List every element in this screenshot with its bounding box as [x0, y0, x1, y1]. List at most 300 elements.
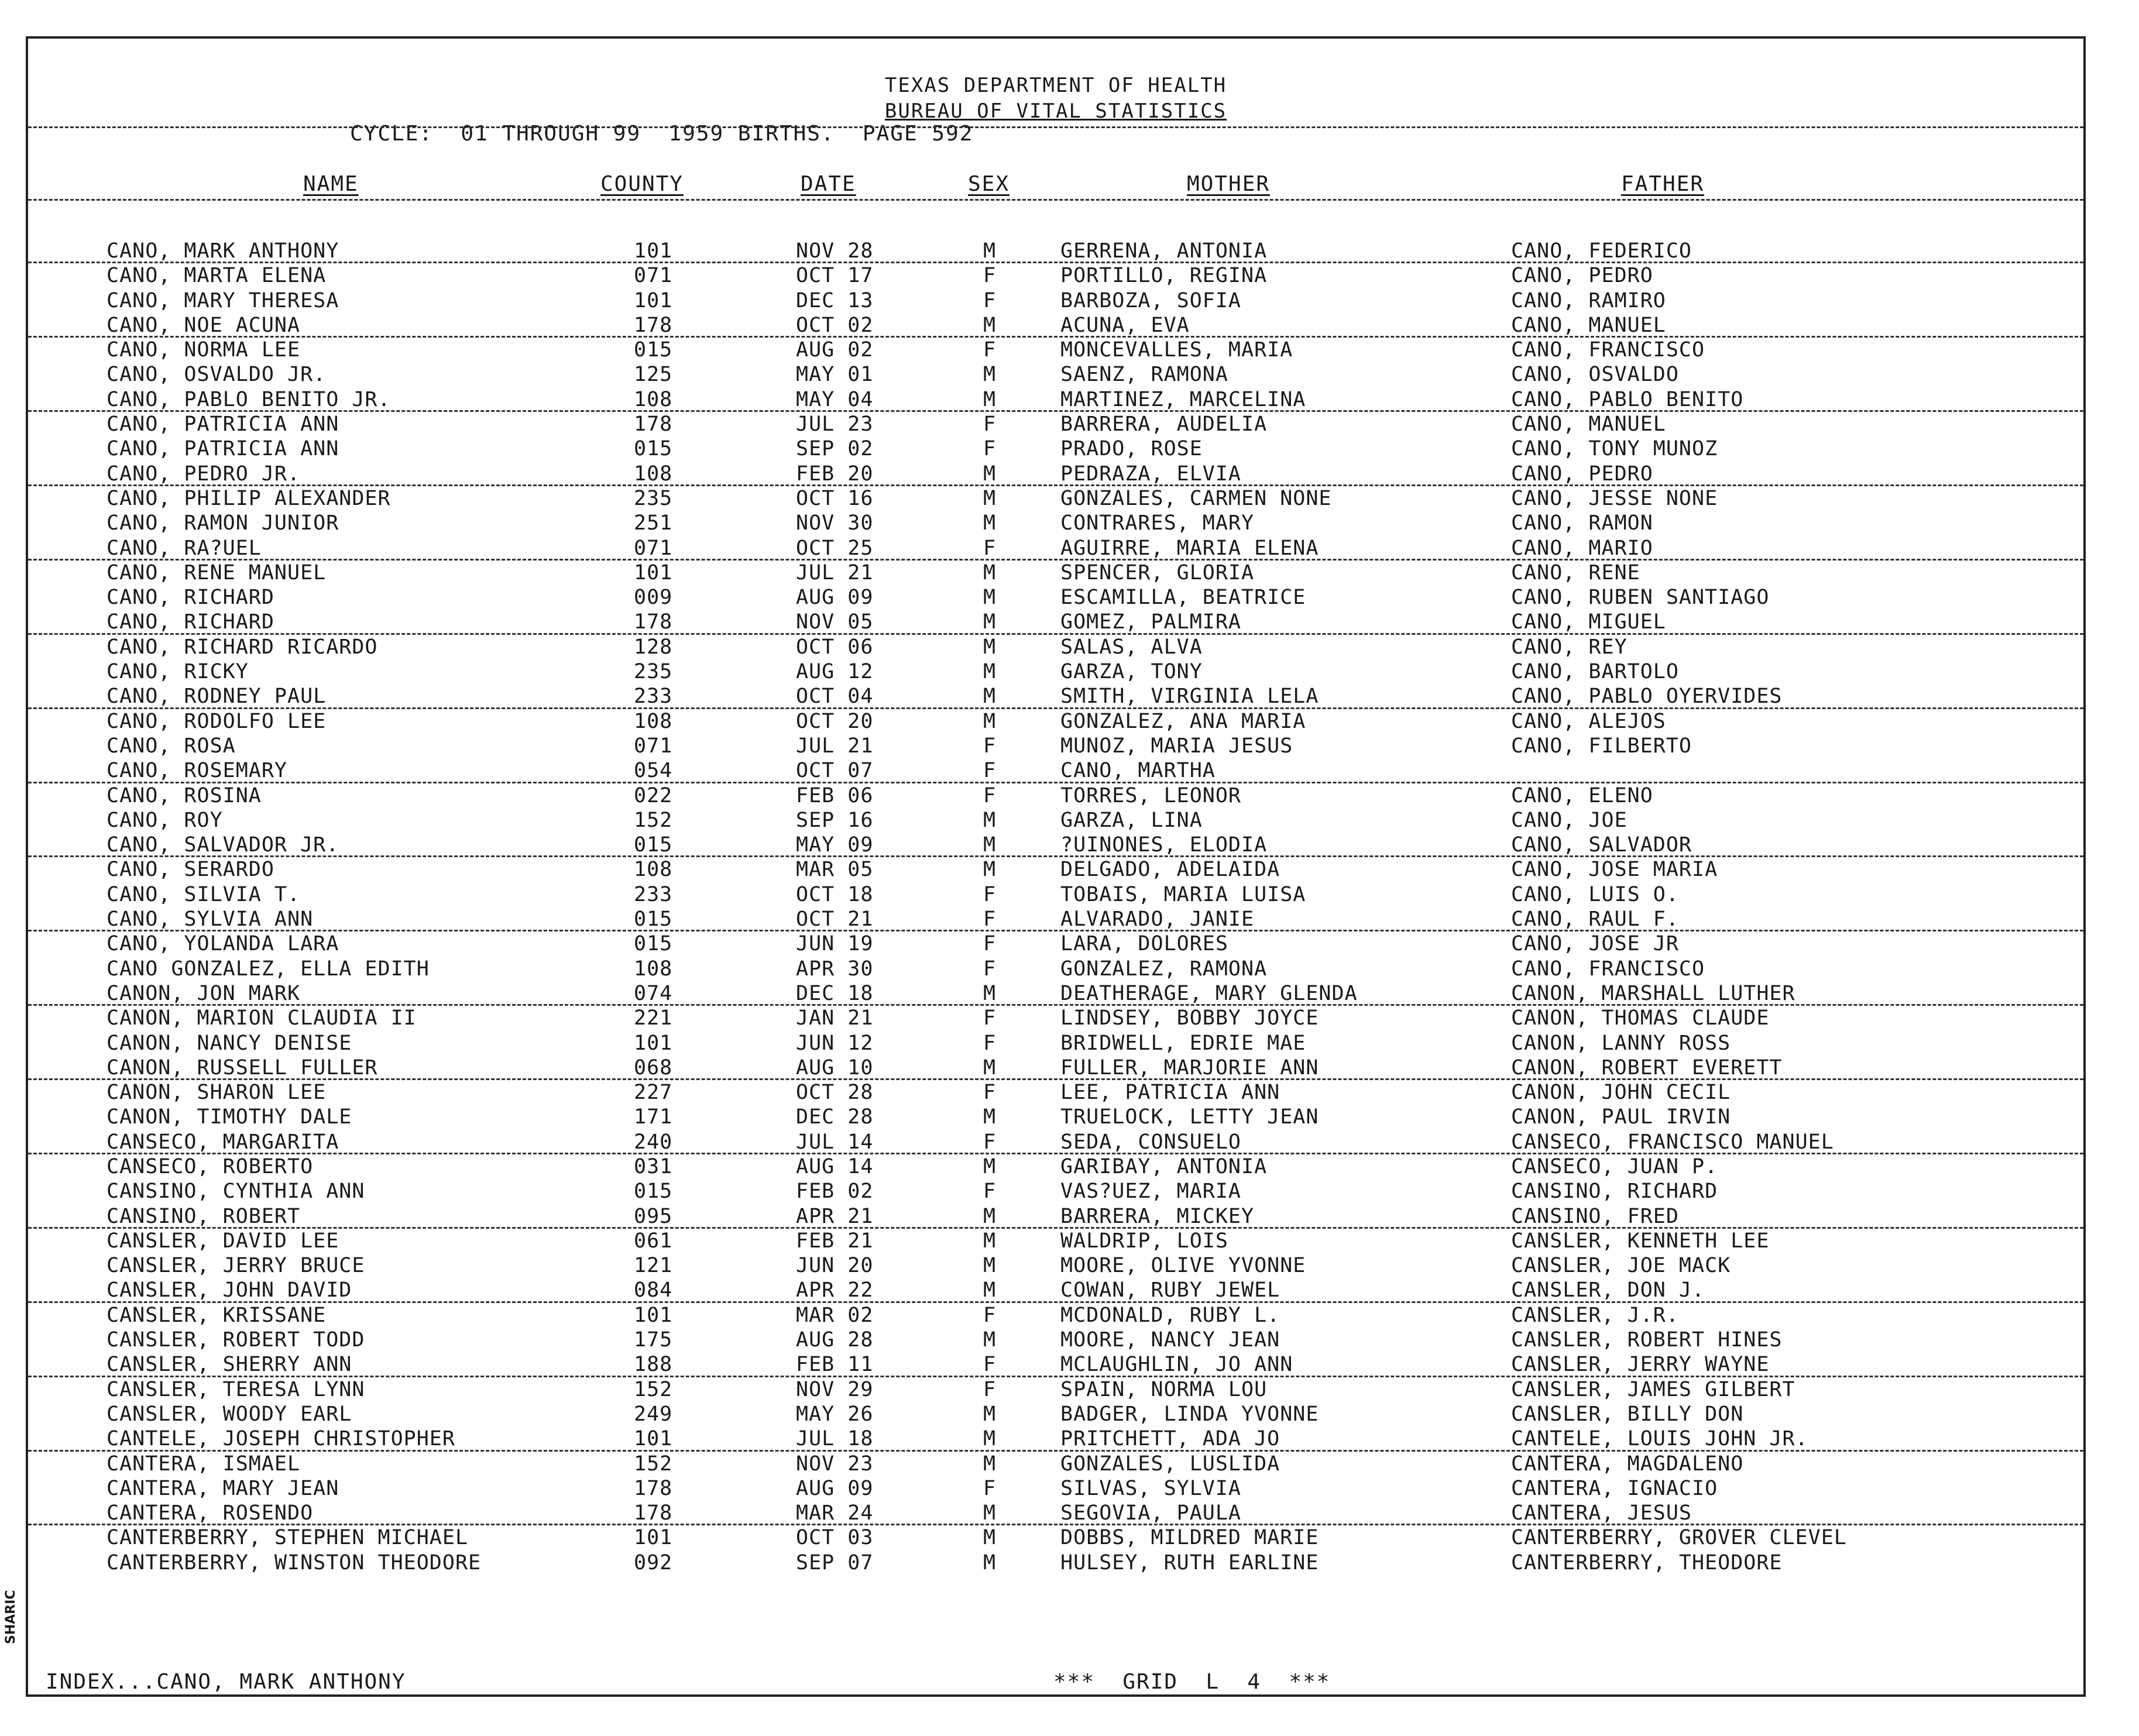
cell-name: CANO, PEDRO JR.: [107, 462, 301, 486]
table-row: [28, 1105, 2083, 1129]
cell-father: CANON, THOMAS CLAUDE: [1511, 1006, 1770, 1030]
cell-county: 101: [634, 288, 673, 312]
cell-father: CANON, MARSHALL LUTHER: [1511, 981, 1795, 1005]
cell-name: CANO, SALVADOR JR.: [107, 833, 339, 857]
cell-mother: PRADO, ROSE: [1060, 437, 1203, 461]
cell-sex: F: [983, 957, 997, 981]
cell-mother: GONZALES, LUSLIDA: [1060, 1452, 1280, 1476]
cell-date: FEB 02: [796, 1180, 874, 1204]
cell-mother: ACUNA, EVA: [1060, 313, 1190, 337]
cell-mother: GARZA, LINA: [1060, 808, 1203, 832]
cell-sex: M: [983, 1402, 997, 1426]
column-header-county: COUNTY: [600, 172, 684, 196]
cell-date: OCT 25: [796, 536, 874, 560]
cell-mother: COWAN, RUBY JEWEL: [1060, 1278, 1280, 1302]
cell-sex: M: [983, 833, 997, 857]
side-label: SHARIC: [4, 1590, 18, 1644]
table-row: [28, 338, 2083, 362]
cell-sex: M: [983, 1204, 997, 1228]
table-row: [28, 511, 2083, 535]
cell-date: AUG 10: [796, 1056, 874, 1080]
cell-sex: M: [983, 1551, 997, 1575]
cell-sex: M: [983, 709, 997, 733]
table-row: [28, 882, 2083, 907]
cell-father: CANO, TONY MUNOZ: [1511, 437, 1718, 461]
cell-county: 108: [634, 858, 673, 882]
cell-name: CANON, RUSSELL FULLER: [107, 1056, 378, 1080]
cell-name: CANO, RICHARD: [107, 610, 274, 634]
table-row: [28, 635, 2083, 659]
cell-date: MAR 24: [796, 1501, 874, 1525]
cell-date: OCT 04: [796, 685, 874, 709]
cell-mother: GARZA, TONY: [1060, 660, 1203, 684]
cell-mother: ESCAMILLA, BEATRICE: [1060, 586, 1306, 610]
cell-sex: M: [983, 586, 997, 610]
cell-father: CANSECO, FRANCISCO MANUEL: [1511, 1130, 1834, 1154]
cell-county: 101: [634, 1031, 673, 1055]
cell-name: CANSLER, SHERRY ANN: [107, 1353, 352, 1377]
cell-sex: F: [983, 412, 997, 436]
table-row: [28, 783, 2083, 808]
cell-sex: F: [983, 932, 997, 956]
cell-name: CANO, RENE MANUEL: [107, 561, 327, 585]
cell-sex: M: [983, 1526, 997, 1550]
table-row: [28, 1253, 2083, 1278]
cell-date: JUL 14: [796, 1130, 874, 1154]
cell-father: CANO, PABLO BENITO: [1511, 387, 1744, 411]
cell-mother: VAS?UEZ, MARIA: [1060, 1180, 1242, 1204]
cell-county: 015: [634, 833, 673, 857]
cell-sex: M: [983, 561, 997, 585]
cell-father: CANSECO, JUAN P.: [1511, 1154, 1718, 1178]
cell-father: CANO, BARTOLO: [1511, 660, 1679, 684]
cell-name: CANSLER, WOODY EARL: [107, 1402, 352, 1426]
cell-county: 031: [634, 1154, 673, 1178]
table-row: [28, 1031, 2083, 1056]
cell-mother: GOMEZ, PALMIRA: [1060, 610, 1242, 634]
cell-father: CANO, RUBEN SANTIAGO: [1511, 586, 1770, 610]
table-row: [28, 931, 2083, 956]
cell-mother: DOBBS, MILDRED MARIE: [1060, 1526, 1319, 1550]
cell-sex: F: [983, 1303, 997, 1327]
cell-date: JUN 20: [796, 1254, 874, 1278]
cell-mother: DELGADO, ADELAIDA: [1060, 858, 1280, 882]
table-row: [28, 313, 2083, 338]
cell-name: CANSLER, TERESA LYNN: [107, 1377, 365, 1401]
cell-county: 071: [634, 264, 673, 288]
table-row: [28, 1080, 2083, 1105]
cell-mother: PEDRAZA, ELVIA: [1060, 462, 1242, 486]
table-row: [28, 758, 2083, 783]
table-row: [28, 610, 2083, 634]
table-row: [28, 734, 2083, 758]
cell-name: CANO, ROSEMARY: [107, 759, 288, 783]
table-row: [28, 1402, 2083, 1426]
cell-date: FEB 21: [796, 1229, 874, 1253]
cell-county: 152: [634, 1452, 673, 1476]
cell-father: CANO, ALEJOS: [1511, 709, 1666, 733]
cell-sex: F: [983, 264, 997, 288]
cell-date: AUG 12: [796, 660, 874, 684]
cell-sex: F: [983, 734, 997, 758]
table-row: [28, 1501, 2083, 1525]
cell-sex: F: [983, 1031, 997, 1055]
cell-sex: M: [983, 981, 997, 1005]
cell-father: CANO, SALVADOR: [1511, 833, 1692, 857]
cell-name: CANO, MARY THERESA: [107, 288, 339, 312]
cell-county: 249: [634, 1402, 673, 1426]
cell-sex: F: [983, 1353, 997, 1377]
cell-county: 092: [634, 1551, 673, 1575]
cell-name: CANO, OSVALDO JR.: [107, 363, 327, 387]
cell-mother: GARIBAY, ANTONIA: [1060, 1154, 1268, 1178]
cell-date: NOV 28: [796, 239, 874, 263]
cell-date: JUN 19: [796, 932, 874, 956]
cell-county: 101: [634, 561, 673, 585]
cell-name: CANON, SHARON LEE: [107, 1081, 327, 1105]
cell-mother: MONCEVALLES, MARIA: [1060, 338, 1293, 362]
cell-county: 121: [634, 1254, 673, 1278]
cell-county: 128: [634, 635, 673, 659]
cell-mother: LEE, PATRICIA ANN: [1060, 1081, 1280, 1105]
cell-sex: F: [983, 759, 997, 783]
column-header-rule: [28, 199, 2083, 201]
cell-name: CANO, PATRICIA ANN: [107, 437, 339, 461]
cell-name: CANO, ROSA: [107, 734, 236, 758]
table-row: [28, 1452, 2083, 1476]
cell-father: CANO, OSVALDO: [1511, 363, 1679, 387]
cell-father: CANO, JOSE MARIA: [1511, 858, 1718, 882]
cell-mother: DEATHERAGE, MARY GLENDA: [1060, 981, 1358, 1005]
cell-sex: F: [983, 1377, 997, 1401]
cell-county: 101: [634, 1526, 673, 1550]
cell-name: CANO, RODOLFO LEE: [107, 709, 327, 733]
cell-mother: BARBOZA, SOFIA: [1060, 288, 1242, 312]
header-rule: [28, 126, 2083, 128]
cell-mother: LINDSEY, BOBBY JOYCE: [1060, 1006, 1319, 1030]
cell-date: MAY 01: [796, 363, 874, 387]
cell-mother: GONZALES, CARMEN NONE: [1060, 486, 1332, 510]
cell-mother: CANO, MARTHA: [1060, 759, 1216, 783]
table-row: [28, 957, 2083, 981]
cell-sex: F: [983, 437, 997, 461]
cell-sex: M: [983, 808, 997, 832]
cell-sex: M: [983, 462, 997, 486]
cell-father: CANTERA, JESUS: [1511, 1501, 1692, 1525]
cell-county: 233: [634, 685, 673, 709]
cell-sex: M: [983, 239, 997, 263]
cell-name: CANTERA, ISMAEL: [107, 1452, 301, 1476]
cell-date: DEC 28: [796, 1105, 874, 1129]
cell-date: AUG 28: [796, 1328, 874, 1352]
cell-mother: GONZALEZ, RAMONA: [1060, 957, 1268, 981]
cell-sex: M: [983, 635, 997, 659]
cell-date: OCT 03: [796, 1526, 874, 1550]
cell-mother: TOBAIS, MARIA LUISA: [1060, 882, 1306, 906]
cell-mother: PORTILLO, REGINA: [1060, 264, 1268, 288]
bureau-title: BUREAU OF VITAL STATISTICS: [884, 99, 1227, 123]
cell-mother: HULSEY, RUTH EARLINE: [1060, 1551, 1319, 1575]
cell-father: CANSLER, KENNETH LEE: [1511, 1229, 1770, 1253]
cell-sex: M: [983, 1328, 997, 1352]
cell-name: CANO, SERARDO: [107, 858, 274, 882]
cell-date: DEC 18: [796, 981, 874, 1005]
table-row: [28, 1229, 2083, 1253]
cell-mother: BARRERA, AUDELIA: [1060, 412, 1268, 436]
cell-father: CANO, ELENO: [1511, 783, 1653, 807]
cell-county: 061: [634, 1229, 673, 1253]
table-row: [28, 1006, 2083, 1030]
cell-date: FEB 06: [796, 783, 874, 807]
cell-sex: M: [983, 1105, 997, 1129]
cell-county: 015: [634, 437, 673, 461]
cell-date: FEB 11: [796, 1353, 874, 1377]
cell-date: NOV 05: [796, 610, 874, 634]
agency-title: TEXAS DEPARTMENT OF HEALTH: [884, 74, 1227, 97]
cell-mother: PRITCHETT, ADA JO: [1060, 1427, 1280, 1451]
cell-date: SEP 07: [796, 1551, 874, 1575]
table-row: [28, 486, 2083, 511]
cell-name: CANSLER, ROBERT TODD: [107, 1328, 365, 1352]
table-row: [28, 1476, 2083, 1501]
cell-mother: ALVARADO, JANIE: [1060, 907, 1255, 931]
cell-name: CANO, SILVIA T.: [107, 882, 301, 906]
cell-name: CANO, RICKY: [107, 660, 249, 684]
cell-sex: F: [983, 536, 997, 560]
cell-date: APR 30: [796, 957, 874, 981]
cell-sex: M: [983, 511, 997, 535]
table-row: [28, 1179, 2083, 1204]
cell-county: 068: [634, 1056, 673, 1080]
column-header-date: DATE: [801, 172, 856, 196]
cell-sex: M: [983, 1154, 997, 1178]
cell-date: MAY 26: [796, 1402, 874, 1426]
cell-father: CANO, MARIO: [1511, 536, 1653, 560]
cell-date: JAN 21: [796, 1006, 874, 1030]
cell-name: CANO, PATRICIA ANN: [107, 412, 339, 436]
cell-name: CANO, RA?UEL: [107, 536, 262, 560]
cell-name: CANON, NANCY DENISE: [107, 1031, 352, 1055]
table-row: [28, 981, 2083, 1006]
cell-date: OCT 21: [796, 907, 874, 931]
cell-name: CANO, SYLVIA ANN: [107, 907, 314, 931]
cell-county: 152: [634, 808, 673, 832]
cell-county: 084: [634, 1278, 673, 1302]
cell-mother: TRUELOCK, LETTY JEAN: [1060, 1105, 1319, 1129]
cell-date: AUG 09: [796, 586, 874, 610]
table-row: [28, 263, 2083, 288]
cell-sex: M: [983, 1056, 997, 1080]
cell-sex: M: [983, 858, 997, 882]
cell-mother: SILVAS, SYLVIA: [1060, 1476, 1242, 1500]
cell-name: CANO GONZALEZ, ELLA EDITH: [107, 957, 430, 981]
cell-sex: F: [983, 288, 997, 312]
cell-name: CANO, RICHARD: [107, 586, 274, 610]
cell-mother: BADGER, LINDA YVONNE: [1060, 1402, 1319, 1426]
cell-mother: MOORE, OLIVE YVONNE: [1060, 1254, 1306, 1278]
cell-county: 015: [634, 338, 673, 362]
cell-name: CANSLER, KRISSANE: [107, 1303, 327, 1327]
column-header-name: NAME: [303, 172, 359, 196]
cell-date: OCT 20: [796, 709, 874, 733]
document-frame: [26, 36, 2086, 1697]
cell-county: 015: [634, 907, 673, 931]
table-row: [28, 1352, 2083, 1377]
cell-father: CANON, JOHN CECIL: [1511, 1081, 1731, 1105]
cell-date: NOV 29: [796, 1377, 874, 1401]
cell-sex: F: [983, 1081, 997, 1105]
table-row: [28, 561, 2083, 585]
cell-mother: ?UINONES, ELODIA: [1060, 833, 1268, 857]
cell-name: CANSINO, ROBERT: [107, 1204, 301, 1228]
cell-date: OCT 06: [796, 635, 874, 659]
table-row: [28, 684, 2083, 709]
table-row: [28, 1130, 2083, 1154]
cell-date: APR 22: [796, 1278, 874, 1302]
cell-county: 108: [634, 957, 673, 981]
cell-name: CANO, ROY: [107, 808, 223, 832]
cell-father: CANO, LUIS O.: [1511, 882, 1679, 906]
cell-father: CANSLER, JAMES GILBERT: [1511, 1377, 1795, 1401]
cell-county: 235: [634, 486, 673, 510]
cell-name: CANTERBERRY, STEPHEN MICHAEL: [107, 1526, 469, 1550]
cell-father: CANSLER, JERRY WAYNE: [1511, 1353, 1770, 1377]
cell-county: 178: [634, 313, 673, 337]
cell-sex: M: [983, 313, 997, 337]
table-row: [28, 1204, 2083, 1229]
table-row: [28, 709, 2083, 734]
table-row: [28, 659, 2083, 684]
cell-date: OCT 18: [796, 882, 874, 906]
cell-county: 251: [634, 511, 673, 535]
cell-father: CANO, JESSE NONE: [1511, 486, 1718, 510]
cell-name: CANO, PABLO BENITO JR.: [107, 387, 391, 411]
cell-date: OCT 28: [796, 1081, 874, 1105]
cell-name: CANON, MARION CLAUDIA II: [107, 1006, 417, 1030]
cell-county: 108: [634, 387, 673, 411]
cell-father: CANON, PAUL IRVIN: [1511, 1105, 1731, 1129]
cell-county: 178: [634, 1501, 673, 1525]
cell-mother: TORRES, LEONOR: [1060, 783, 1242, 807]
cell-name: CANSLER, JERRY BRUCE: [107, 1254, 365, 1278]
cell-sex: M: [983, 660, 997, 684]
cell-date: OCT 16: [796, 486, 874, 510]
table-row: [28, 412, 2083, 436]
cell-date: OCT 07: [796, 759, 874, 783]
cell-father: CANTELE, LOUIS JOHN JR.: [1511, 1427, 1808, 1451]
cell-date: DEC 13: [796, 288, 874, 312]
cell-sex: F: [983, 1130, 997, 1154]
cell-county: 074: [634, 981, 673, 1005]
cell-father: CANTERA, IGNACIO: [1511, 1476, 1718, 1500]
cell-mother: BARRERA, MICKEY: [1060, 1204, 1255, 1228]
grid-label: *** GRID L 4 ***: [1053, 1670, 1331, 1694]
cell-father: CANTERBERRY, GROVER CLEVEL: [1511, 1526, 1847, 1550]
cell-sex: F: [983, 907, 997, 931]
cell-mother: SPAIN, NORMA LOU: [1060, 1377, 1268, 1401]
cell-sex: F: [983, 338, 997, 362]
cell-date: JUL 21: [796, 561, 874, 585]
cell-county: 009: [634, 586, 673, 610]
cell-mother: MCDONALD, RUBY L.: [1060, 1303, 1280, 1327]
column-header-sex: SEX: [968, 172, 1010, 196]
cell-county: 015: [634, 1180, 673, 1204]
cell-name: CANO, MARTA ELENA: [107, 264, 327, 288]
cell-name: CANSLER, JOHN DAVID: [107, 1278, 352, 1302]
cell-sex: M: [983, 1501, 997, 1525]
table-row: [28, 1303, 2083, 1328]
table-row: [28, 833, 2083, 857]
cell-father: CANO, RENE: [1511, 561, 1640, 585]
cell-date: MAR 05: [796, 858, 874, 882]
cell-date: NOV 30: [796, 511, 874, 535]
cell-mother: LARA, DOLORES: [1060, 932, 1228, 956]
table-row: [28, 1278, 2083, 1302]
cell-sex: M: [983, 1278, 997, 1302]
table-row: [28, 387, 2083, 412]
cell-father: CANO, FRANCISCO: [1511, 338, 1705, 362]
cell-mother: SALAS, ALVA: [1060, 635, 1203, 659]
cell-name: CANO, MARK ANTHONY: [107, 239, 339, 263]
cell-name: CANTERBERRY, WINSTON THEODORE: [107, 1551, 482, 1575]
cell-father: CANO, REY: [1511, 635, 1628, 659]
cell-mother: GERRENA, ANTONIA: [1060, 239, 1268, 263]
cell-date: FEB 20: [796, 462, 874, 486]
cell-father: CANO, MIGUEL: [1511, 610, 1666, 634]
cell-father: CANSLER, DON J.: [1511, 1278, 1705, 1302]
index-line: INDEX...CANO, MARK ANTHONY: [46, 1670, 406, 1694]
cell-name: CANO, ROSINA: [107, 783, 262, 807]
column-header-father: FATHER: [1621, 172, 1705, 196]
cell-father: CANO, RAMON: [1511, 511, 1653, 535]
cell-county: 101: [634, 1303, 673, 1327]
cell-mother: SPENCER, GLORIA: [1060, 561, 1255, 585]
cell-county: 227: [634, 1081, 673, 1105]
cell-county: 240: [634, 1130, 673, 1154]
cell-date: SEP 16: [796, 808, 874, 832]
cell-mother: SAENZ, RAMONA: [1060, 363, 1228, 387]
table-row: [28, 436, 2083, 461]
cell-county: 221: [634, 1006, 673, 1030]
cell-name: CANTELE, JOSEPH CHRISTOPHER: [107, 1427, 455, 1451]
cell-father: CANO, PEDRO: [1511, 264, 1653, 288]
cell-father: CANON, LANNY ROSS: [1511, 1031, 1731, 1055]
cell-date: MAY 09: [796, 833, 874, 857]
cell-father: CANO, FEDERICO: [1511, 239, 1692, 263]
table-row: [28, 1525, 2083, 1550]
cell-sex: M: [983, 363, 997, 387]
cell-father: CANO, FRANCISCO: [1511, 957, 1705, 981]
cell-county: 125: [634, 363, 673, 387]
cell-father: CANTERBERRY, THEODORE: [1511, 1551, 1783, 1575]
cell-county: 071: [634, 536, 673, 560]
cell-name: CANSINO, CYNTHIA ANN: [107, 1180, 365, 1204]
cell-mother: GONZALEZ, ANA MARIA: [1060, 709, 1306, 733]
cell-father: CANO, FILBERTO: [1511, 734, 1692, 758]
cell-county: 152: [634, 1377, 673, 1401]
cell-sex: F: [983, 1006, 997, 1030]
cell-mother: SEGOVIA, PAULA: [1060, 1501, 1242, 1525]
table-row: [28, 1551, 2083, 1575]
table-row: [28, 362, 2083, 387]
cell-date: OCT 02: [796, 313, 874, 337]
cell-father: CANO, RAMIRO: [1511, 288, 1666, 312]
cell-date: MAY 04: [796, 387, 874, 411]
cell-county: 178: [634, 412, 673, 436]
records-table: [28, 239, 2083, 1575]
cell-father: CANO, JOE: [1511, 808, 1628, 832]
cell-name: CANO, NORMA LEE: [107, 338, 301, 362]
